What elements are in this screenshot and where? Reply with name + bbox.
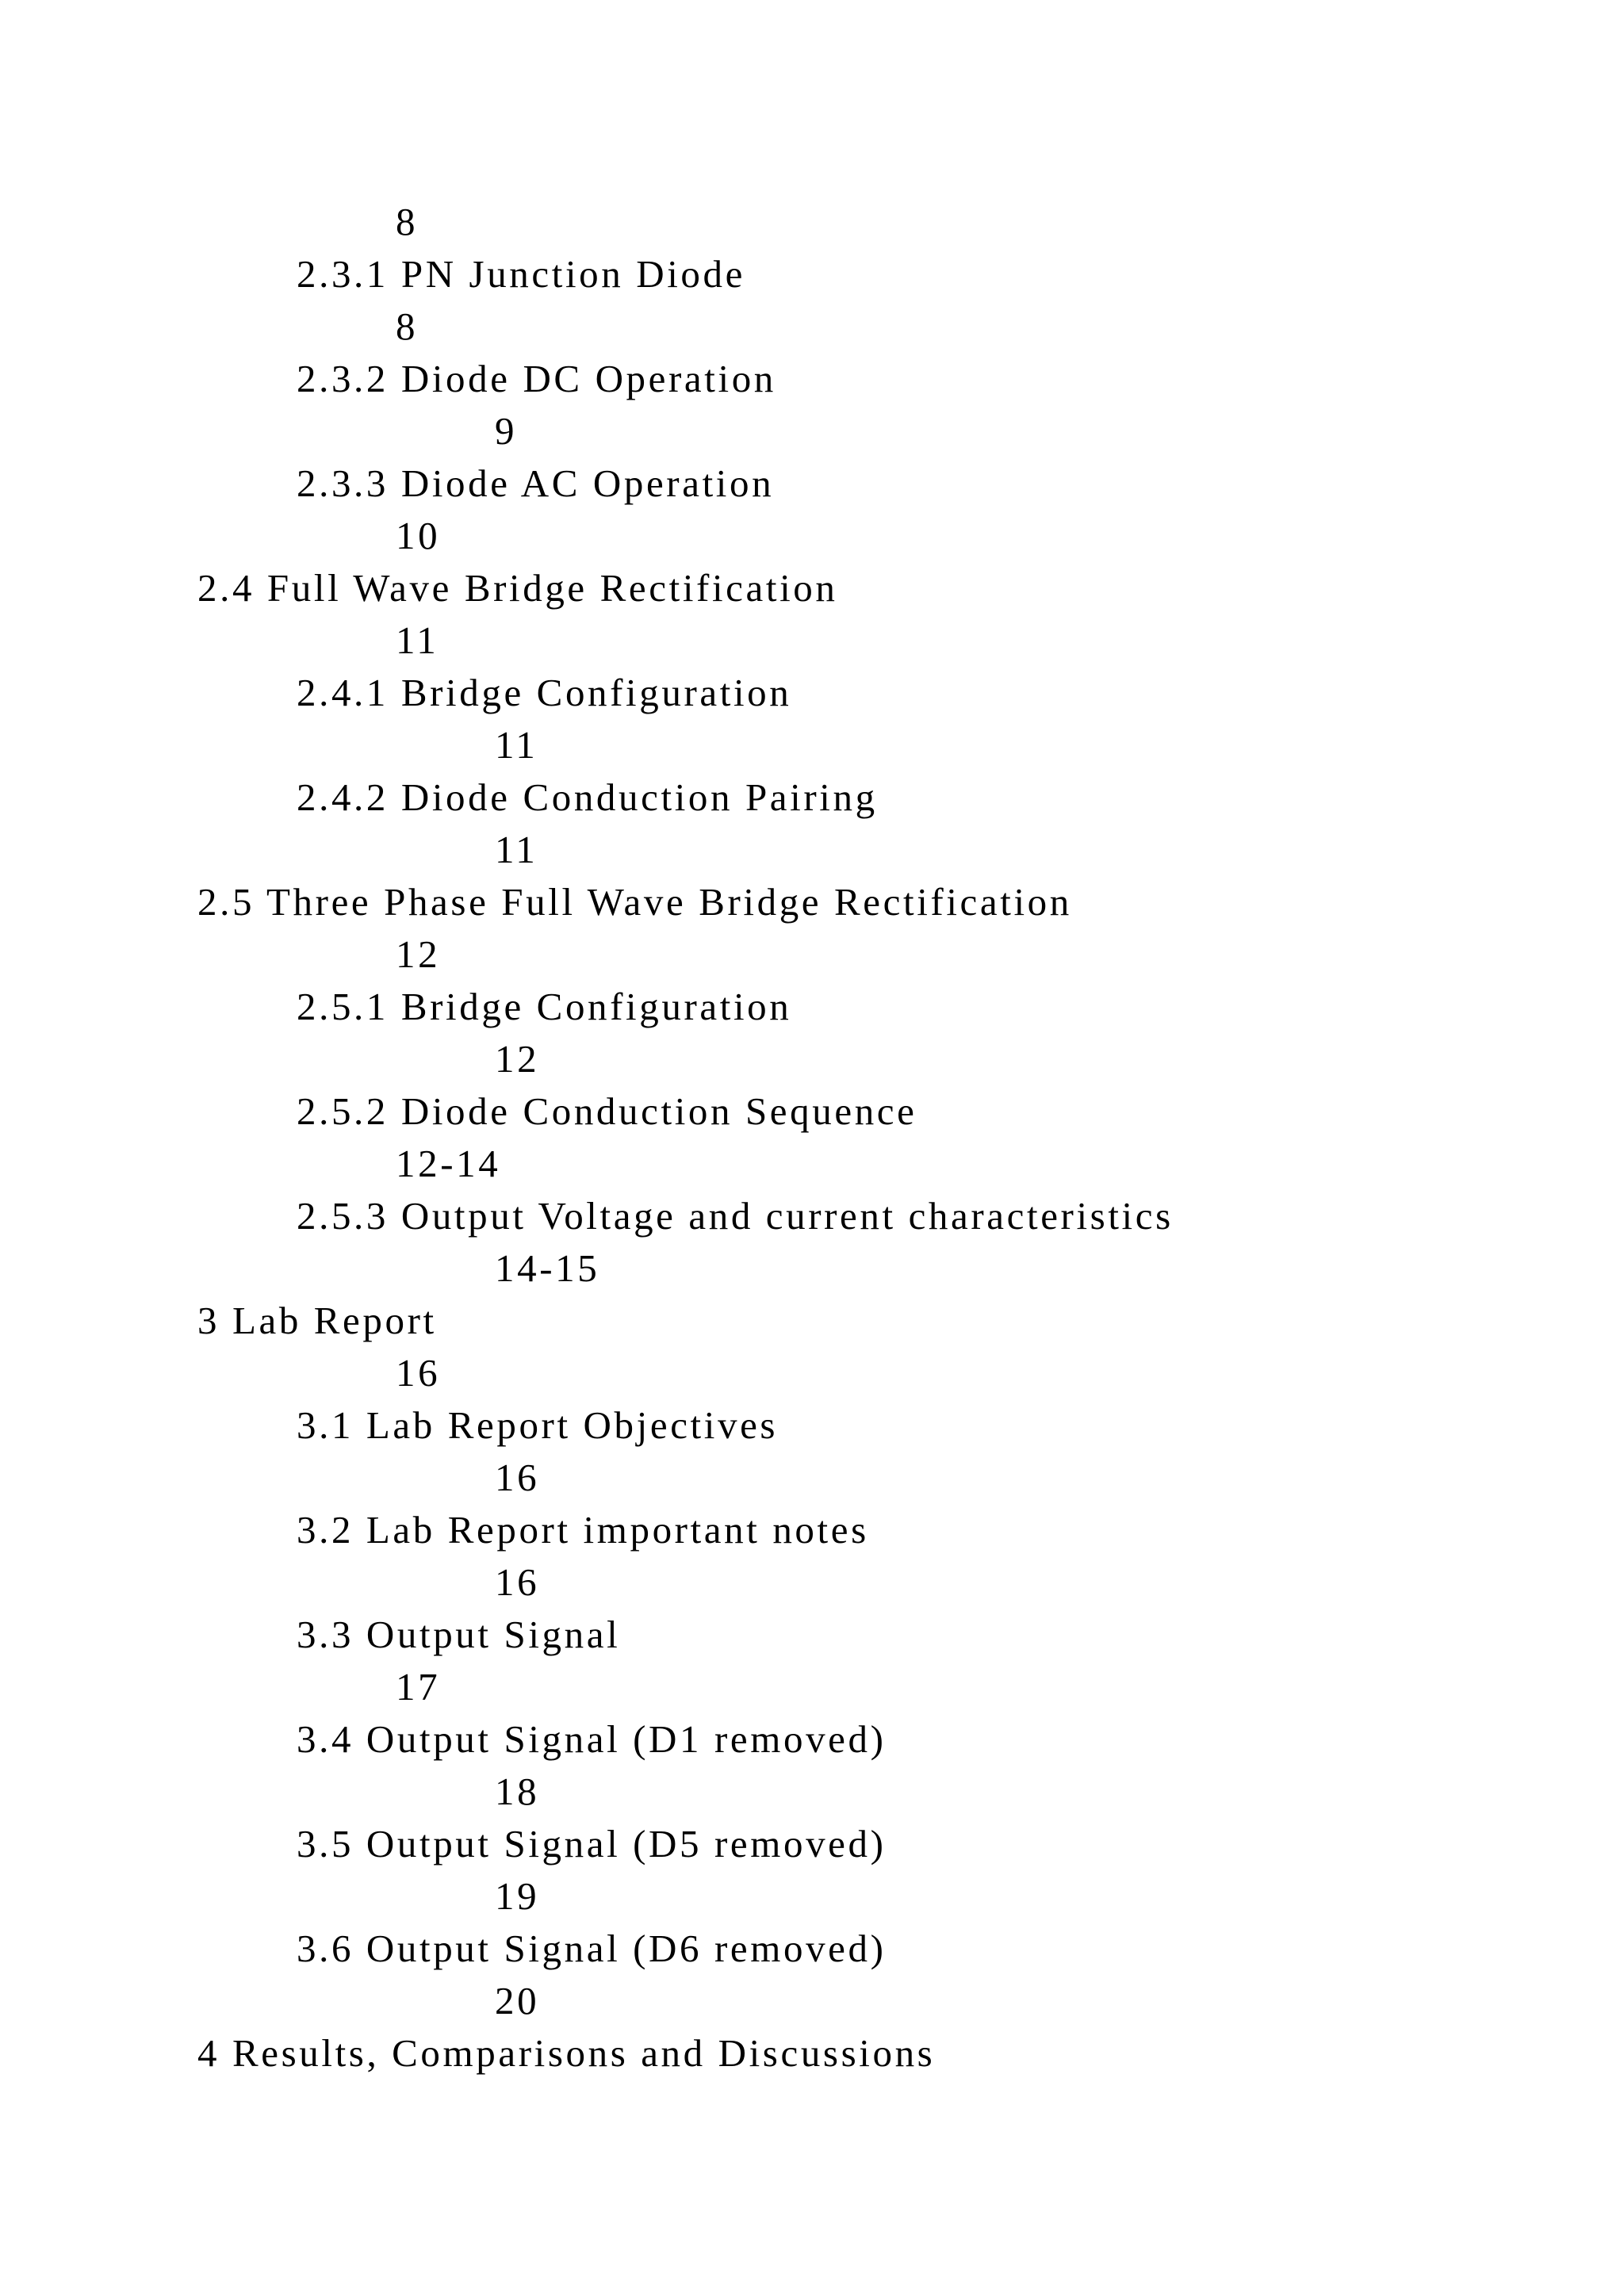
- toc-page-number: 11: [495, 828, 538, 871]
- toc-page-number: 11: [396, 618, 439, 662]
- toc-page-number: 12: [495, 1037, 540, 1081]
- toc-page-number: 20: [495, 1979, 540, 2022]
- toc-page-number: 16: [396, 1351, 441, 1395]
- toc-entry-2-4-1: 2.4.1 Bridge Configuration: [297, 671, 792, 714]
- toc-page-number: 12-14: [396, 1142, 501, 1185]
- toc-page-number: 12: [396, 932, 441, 976]
- toc-page-number: 8: [396, 200, 419, 243]
- toc-entry-3-4: 3.4 Output Signal (D1 removed): [297, 1717, 887, 1761]
- toc-entry-3-6: 3.6 Output Signal (D6 removed): [297, 1927, 887, 1970]
- toc-page-number: 9: [495, 409, 518, 453]
- toc-page-number: 8: [396, 304, 419, 348]
- toc-page-number: 19: [495, 1874, 540, 1918]
- toc-page-number: 17: [396, 1665, 441, 1709]
- toc-entry-2-5-3: 2.5.3 Output Voltage and current characteristics: [297, 1194, 1174, 1238]
- toc-page-number: 18: [495, 1770, 540, 1813]
- toc-entry-3-1: 3.1 Lab Report Objectives: [297, 1403, 779, 1447]
- toc-entry-3: 3 Lab Report: [197, 1299, 437, 1342]
- toc-entry-2-5: 2.5 Three Phase Full Wave Bridge Rectification: [197, 880, 1072, 924]
- toc-entry-3-3: 3.3 Output Signal: [297, 1613, 621, 1656]
- toc-entry-3-2: 3.2 Lab Report important notes: [297, 1508, 869, 1552]
- toc-page-number: 16: [495, 1560, 540, 1604]
- toc-entry-2-4: 2.4 Full Wave Bridge Rectification: [197, 566, 838, 610]
- toc-entry-2-4-2: 2.4.2 Diode Conduction Pairing: [297, 775, 878, 819]
- toc-entry-2-3-1: 2.3.1 PN Junction Diode: [297, 252, 745, 296]
- toc-entry-3-5: 3.5 Output Signal (D5 removed): [297, 1822, 887, 1866]
- toc-entry-4: 4 Results, Comparisons and Discussions: [197, 2031, 936, 2075]
- toc-entry-2-5-2: 2.5.2 Diode Conduction Sequence: [297, 1089, 917, 1133]
- toc-page-number: 14-15: [495, 1246, 600, 1290]
- toc-entry-2-5-1: 2.5.1 Bridge Configuration: [297, 985, 792, 1028]
- toc-page-number: 10: [396, 514, 441, 557]
- toc-page-number: 16: [495, 1456, 540, 1499]
- toc-entry-2-3-2: 2.3.2 Diode DC Operation: [297, 357, 776, 400]
- toc-page-number: 11: [495, 723, 538, 767]
- toc-entry-2-3-3: 2.3.3 Diode AC Operation: [297, 461, 775, 505]
